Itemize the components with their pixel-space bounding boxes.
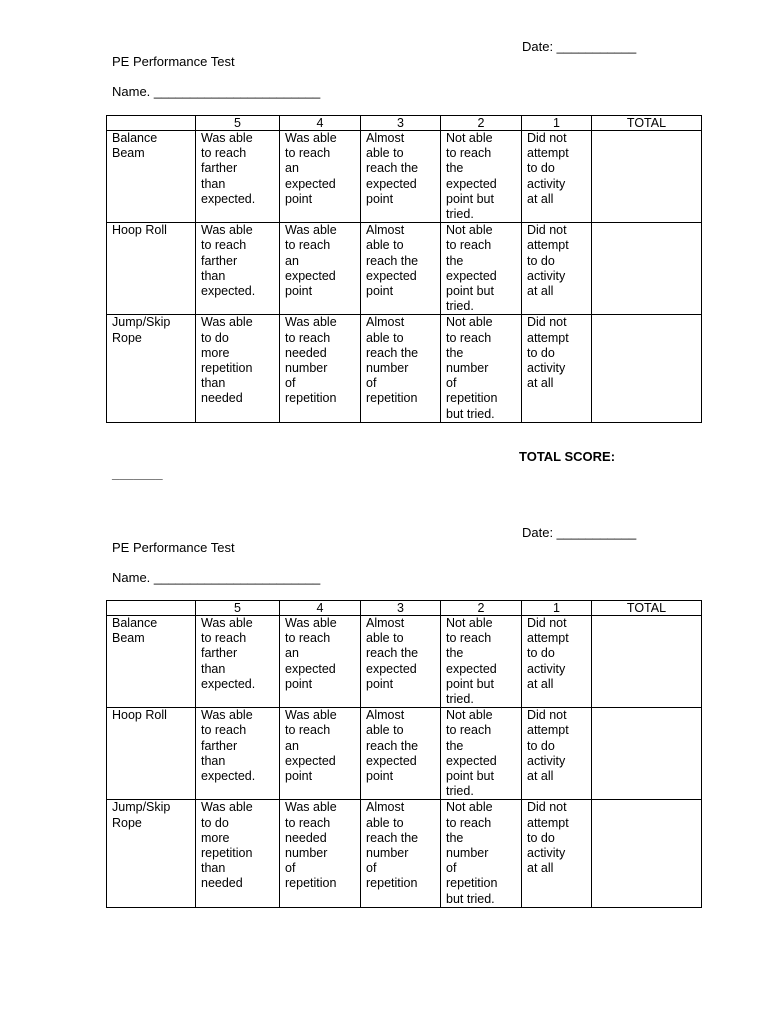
criteria-cell-3: Almost able to reach the expected point bbox=[361, 223, 441, 315]
date-label: Date: ___________ bbox=[522, 39, 637, 54]
criteria-cell-3: Almost able to reach the expected point bbox=[361, 616, 441, 708]
form-title: PE Performance Test bbox=[112, 54, 235, 69]
header-cell-total: TOTAL bbox=[592, 601, 702, 616]
date-label: Date: ___________ bbox=[522, 525, 637, 540]
criteria-cell-2: Not able to reach the expected point but tried. bbox=[441, 708, 522, 800]
criteria-cell-5: Was able to reach farther than expected. bbox=[196, 708, 280, 800]
header-cell-score-1: 1 bbox=[522, 601, 592, 616]
total-cell bbox=[592, 800, 702, 907]
header-cell-score-4: 4 bbox=[280, 601, 361, 616]
table-row bbox=[107, 708, 702, 800]
criteria-cell-2: Not able to reach the expected point but tried. bbox=[441, 223, 522, 315]
header-cell-score-1: 1 bbox=[522, 116, 592, 131]
total-score-label: TOTAL SCORE: bbox=[519, 449, 616, 464]
header-cell-score-4: 4 bbox=[280, 116, 361, 131]
criteria-cell-4: Was able to reach an expected point bbox=[280, 708, 361, 800]
total-cell bbox=[592, 708, 702, 800]
name-label: Name. _______________________ bbox=[112, 84, 321, 99]
criteria-cell-5: Was able to reach farther than expected. bbox=[196, 131, 280, 223]
activity-cell: Jump/Skip Rope bbox=[107, 800, 196, 907]
criteria-cell-5: Was able to reach farther than expected. bbox=[196, 616, 280, 708]
activity-cell: Hoop Roll bbox=[107, 223, 196, 315]
criteria-cell-3: Almost able to reach the expected point bbox=[361, 131, 441, 223]
criteria-cell-4: Was able to reach an expected point bbox=[280, 616, 361, 708]
criteria-cell-2: Not able to reach the number of repetition but tried. bbox=[441, 800, 522, 907]
criteria-cell-4: Was able to reach needed number of repetition bbox=[280, 800, 361, 907]
activity-cell: Hoop Roll bbox=[107, 708, 196, 800]
criteria-cell-1: Did not attempt to do activity at all bbox=[522, 131, 592, 223]
header-row bbox=[107, 601, 702, 616]
criteria-cell-2: Not able to reach the expected point but tried. bbox=[441, 616, 522, 708]
table-row bbox=[107, 315, 702, 422]
table-row bbox=[107, 131, 702, 223]
total-cell bbox=[592, 616, 702, 708]
criteria-cell-4: Was able to reach needed number of repetition bbox=[280, 315, 361, 422]
table-row bbox=[107, 800, 702, 907]
criteria-cell-5: Was able to do more repetition than needed bbox=[196, 315, 280, 422]
header-cell-score-5: 5 bbox=[196, 601, 280, 616]
form-title: PE Performance Test bbox=[112, 540, 235, 555]
criteria-cell-1: Did not attempt to do activity at all bbox=[522, 800, 592, 907]
rubric-table bbox=[106, 600, 702, 908]
header-cell-blank bbox=[107, 116, 196, 131]
criteria-cell-1: Did not attempt to do activity at all bbox=[522, 708, 592, 800]
activity-cell: Jump/Skip Rope bbox=[107, 315, 196, 422]
criteria-cell-1: Did not attempt to do activity at all bbox=[522, 223, 592, 315]
criteria-cell-3: Almost able to reach the number of repetition bbox=[361, 315, 441, 422]
table-row bbox=[107, 616, 702, 708]
header-cell-score-2: 2 bbox=[441, 116, 522, 131]
total-cell bbox=[592, 223, 702, 315]
criteria-cell-5: Was able to do more repetition than needed bbox=[196, 800, 280, 907]
criteria-cell-4: Was able to reach an expected point bbox=[280, 131, 361, 223]
criteria-cell-3: Almost able to reach the number of repetition bbox=[361, 800, 441, 907]
criteria-cell-2: Not able to reach the expected point but tried. bbox=[441, 131, 522, 223]
name-label: Name. _______________________ bbox=[112, 570, 321, 585]
header-cell-score-3: 3 bbox=[361, 601, 441, 616]
table-row bbox=[107, 223, 702, 315]
activity-cell: Balance Beam bbox=[107, 616, 196, 708]
criteria-cell-1: Did not attempt to do activity at all bbox=[522, 616, 592, 708]
header-cell-score-3: 3 bbox=[361, 116, 441, 131]
criteria-cell-3: Almost able to reach the expected point bbox=[361, 708, 441, 800]
header-cell-blank bbox=[107, 601, 196, 616]
criteria-cell-2: Not able to reach the number of repetition but tried. bbox=[441, 315, 522, 422]
criteria-cell-4: Was able to reach an expected point bbox=[280, 223, 361, 315]
header-row bbox=[107, 116, 702, 131]
activity-cell: Balance Beam bbox=[107, 131, 196, 223]
total-cell bbox=[592, 315, 702, 422]
header-cell-score-2: 2 bbox=[441, 601, 522, 616]
header-cell-score-5: 5 bbox=[196, 116, 280, 131]
rubric-table bbox=[106, 115, 702, 423]
criteria-cell-1: Did not attempt to do activity at all bbox=[522, 315, 592, 422]
criteria-cell-5: Was able to reach farther than expected. bbox=[196, 223, 280, 315]
total-cell bbox=[592, 131, 702, 223]
total-score-blank: _______ bbox=[112, 466, 163, 481]
header-cell-total: TOTAL bbox=[592, 116, 702, 131]
